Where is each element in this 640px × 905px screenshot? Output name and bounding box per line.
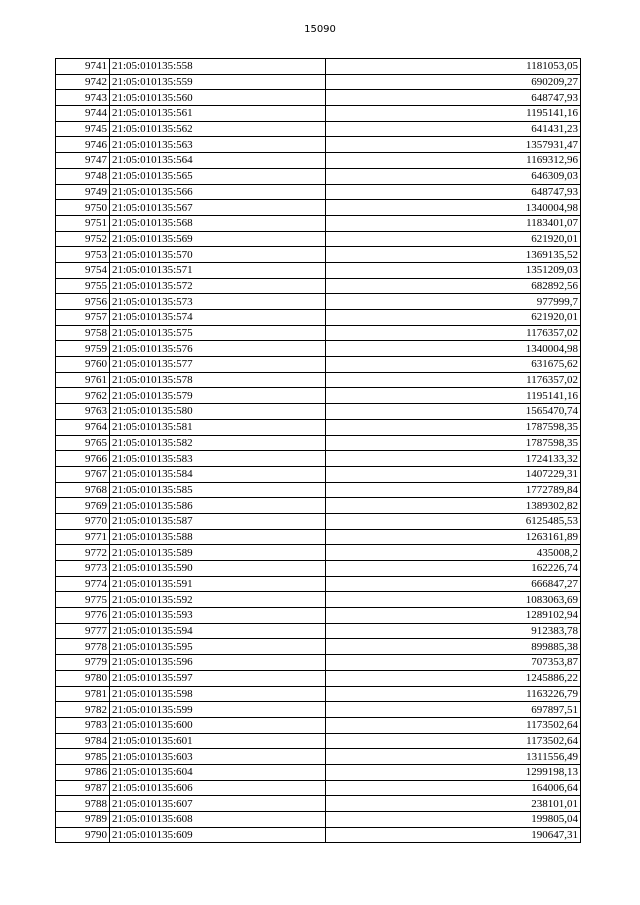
table-row <box>56 592 581 608</box>
table-row <box>56 561 581 577</box>
table-row <box>56 388 581 404</box>
table-body <box>56 59 581 843</box>
value-cell: 697897,51 <box>326 702 581 718</box>
value-cell: 646309,03 <box>326 168 581 184</box>
row-number-cell: 9790 <box>56 827 110 843</box>
value-cell: 1181053,05 <box>326 59 581 75</box>
row-number-cell: 9775 <box>56 592 110 608</box>
cadastral-number-cell: 21:05:010135:572 <box>110 278 326 294</box>
row-number-cell: 9752 <box>56 231 110 247</box>
cadastral-number-cell: 21:05:010135:584 <box>110 466 326 482</box>
value-cell: 190647,31 <box>326 827 581 843</box>
cadastral-number-cell: 21:05:010135:574 <box>110 310 326 326</box>
value-cell: 238101,01 <box>326 796 581 812</box>
table-row <box>56 200 581 216</box>
value-cell: 1407229,31 <box>326 466 581 482</box>
table-row <box>56 482 581 498</box>
value-cell: 1351209,03 <box>326 262 581 278</box>
cadastral-number-cell: 21:05:010135:597 <box>110 670 326 686</box>
table-row <box>56 435 581 451</box>
row-number-cell: 9777 <box>56 623 110 639</box>
cadastral-number-cell: 21:05:010135:568 <box>110 215 326 231</box>
table-row <box>56 404 581 420</box>
cadastral-number-cell: 21:05:010135:570 <box>110 247 326 263</box>
row-number-cell: 9778 <box>56 639 110 655</box>
cadastral-number-cell: 21:05:010135:581 <box>110 419 326 435</box>
cadastral-number-cell: 21:05:010135:593 <box>110 608 326 624</box>
cadastral-number-cell: 21:05:010135:559 <box>110 74 326 90</box>
cadastral-number-cell: 21:05:010135:573 <box>110 294 326 310</box>
cadastral-number-cell: 21:05:010135:609 <box>110 827 326 843</box>
value-cell: 977999,7 <box>326 294 581 310</box>
table-row <box>56 357 581 373</box>
cadastral-number-cell: 21:05:010135:579 <box>110 388 326 404</box>
value-cell: 1787598,35 <box>326 435 581 451</box>
row-number-cell: 9743 <box>56 90 110 106</box>
row-number-cell: 9757 <box>56 310 110 326</box>
value-cell: 1724133,32 <box>326 451 581 467</box>
row-number-cell: 9785 <box>56 749 110 765</box>
row-number-cell: 9745 <box>56 121 110 137</box>
value-cell: 1340004,98 <box>326 341 581 357</box>
row-number-cell: 9741 <box>56 59 110 75</box>
table-row <box>56 278 581 294</box>
value-cell: 1176357,02 <box>326 372 581 388</box>
row-number-cell: 9758 <box>56 325 110 341</box>
row-number-cell: 9747 <box>56 153 110 169</box>
table-row <box>56 419 581 435</box>
cadastral-number-cell: 21:05:010135:592 <box>110 592 326 608</box>
row-number-cell: 9788 <box>56 796 110 812</box>
table-row <box>56 466 581 482</box>
row-number-cell: 9762 <box>56 388 110 404</box>
row-number-cell: 9749 <box>56 184 110 200</box>
row-number-cell: 9751 <box>56 215 110 231</box>
cadastral-number-cell: 21:05:010135:599 <box>110 702 326 718</box>
table-row <box>56 247 581 263</box>
cadastral-number-cell: 21:05:010135:562 <box>110 121 326 137</box>
table-row <box>56 796 581 812</box>
row-number-cell: 9772 <box>56 545 110 561</box>
row-number-cell: 9748 <box>56 168 110 184</box>
value-cell: 1263161,89 <box>326 529 581 545</box>
value-cell: 1176357,02 <box>326 325 581 341</box>
table-row <box>56 498 581 514</box>
page-number: 15090 <box>304 24 336 35</box>
cadastral-number-cell: 21:05:010135:560 <box>110 90 326 106</box>
value-cell: 621920,01 <box>326 310 581 326</box>
value-cell: 648747,93 <box>326 90 581 106</box>
cadastral-number-cell: 21:05:010135:567 <box>110 200 326 216</box>
table-row <box>56 812 581 828</box>
row-number-cell: 9786 <box>56 764 110 780</box>
row-number-cell: 9754 <box>56 262 110 278</box>
table-row <box>56 184 581 200</box>
cadastral-number-cell: 21:05:010135:565 <box>110 168 326 184</box>
cadastral-number-cell: 21:05:010135:571 <box>110 262 326 278</box>
cadastral-number-cell: 21:05:010135:601 <box>110 733 326 749</box>
value-cell: 162226,74 <box>326 561 581 577</box>
table-row <box>56 372 581 388</box>
table-row <box>56 717 581 733</box>
cadastral-number-cell: 21:05:010135:604 <box>110 764 326 780</box>
cadastral-number-cell: 21:05:010135:603 <box>110 749 326 765</box>
table-row <box>56 529 581 545</box>
cadastral-number-cell: 21:05:010135:596 <box>110 655 326 671</box>
table-row <box>56 153 581 169</box>
value-cell: 435008,2 <box>326 545 581 561</box>
cadastral-number-cell: 21:05:010135:558 <box>110 59 326 75</box>
value-cell: 1772789,84 <box>326 482 581 498</box>
cadastral-number-cell: 21:05:010135:578 <box>110 372 326 388</box>
table-row <box>56 780 581 796</box>
row-number-cell: 9774 <box>56 576 110 592</box>
row-number-cell: 9763 <box>56 404 110 420</box>
row-number-cell: 9783 <box>56 717 110 733</box>
value-cell: 1173502,64 <box>326 733 581 749</box>
row-number-cell: 9789 <box>56 812 110 828</box>
cadastral-number-cell: 21:05:010135:588 <box>110 529 326 545</box>
cadastral-number-cell: 21:05:010135:580 <box>110 404 326 420</box>
value-cell: 641431,23 <box>326 121 581 137</box>
value-cell: 199805,04 <box>326 812 581 828</box>
value-cell: 1169312,96 <box>326 153 581 169</box>
cadastral-number-cell: 21:05:010135:563 <box>110 137 326 153</box>
cadastral-number-cell: 21:05:010135:600 <box>110 717 326 733</box>
table-row <box>56 231 581 247</box>
value-cell: 631675,62 <box>326 357 581 373</box>
table-row <box>56 733 581 749</box>
row-number-cell: 9787 <box>56 780 110 796</box>
table-row <box>56 310 581 326</box>
table-row <box>56 341 581 357</box>
row-number-cell: 9765 <box>56 435 110 451</box>
row-number-cell: 9764 <box>56 419 110 435</box>
cadastral-number-cell: 21:05:010135:566 <box>110 184 326 200</box>
table-row <box>56 608 581 624</box>
row-number-cell: 9761 <box>56 372 110 388</box>
table-row <box>56 168 581 184</box>
table-row <box>56 294 581 310</box>
table-row <box>56 749 581 765</box>
row-number-cell: 9753 <box>56 247 110 263</box>
cadastral-number-cell: 21:05:010135:577 <box>110 357 326 373</box>
row-number-cell: 9760 <box>56 357 110 373</box>
value-cell: 648747,93 <box>326 184 581 200</box>
row-number-cell: 9756 <box>56 294 110 310</box>
row-number-cell: 9780 <box>56 670 110 686</box>
value-cell: 1311556,49 <box>326 749 581 765</box>
value-cell: 1787598,35 <box>326 419 581 435</box>
row-number-cell: 9750 <box>56 200 110 216</box>
value-cell: 707353,87 <box>326 655 581 671</box>
row-number-cell: 9744 <box>56 106 110 122</box>
value-cell: 1299198,13 <box>326 764 581 780</box>
table-row <box>56 325 581 341</box>
row-number-cell: 9771 <box>56 529 110 545</box>
cadastral-number-cell: 21:05:010135:594 <box>110 623 326 639</box>
value-cell: 899885,38 <box>326 639 581 655</box>
row-number-cell: 9746 <box>56 137 110 153</box>
value-cell: 1183401,07 <box>326 215 581 231</box>
row-number-cell: 9742 <box>56 74 110 90</box>
cadastral-number-cell: 21:05:010135:582 <box>110 435 326 451</box>
table-row <box>56 764 581 780</box>
row-number-cell: 9782 <box>56 702 110 718</box>
cadastral-number-cell: 21:05:010135:585 <box>110 482 326 498</box>
table-row <box>56 686 581 702</box>
table-row <box>56 451 581 467</box>
cadastral-number-cell: 21:05:010135:569 <box>110 231 326 247</box>
cadastral-number-cell: 21:05:010135:564 <box>110 153 326 169</box>
row-number-cell: 9776 <box>56 608 110 624</box>
data-table <box>55 58 581 843</box>
table-row <box>56 215 581 231</box>
value-cell: 690209,27 <box>326 74 581 90</box>
value-cell: 1389302,82 <box>326 498 581 514</box>
table-row <box>56 576 581 592</box>
cadastral-number-cell: 21:05:010135:589 <box>110 545 326 561</box>
cadastral-number-cell: 21:05:010135:608 <box>110 812 326 828</box>
row-number-cell: 9770 <box>56 513 110 529</box>
table-row <box>56 90 581 106</box>
table-row <box>56 545 581 561</box>
row-number-cell: 9769 <box>56 498 110 514</box>
row-number-cell: 9766 <box>56 451 110 467</box>
row-number-cell: 9755 <box>56 278 110 294</box>
cadastral-number-cell: 21:05:010135:586 <box>110 498 326 514</box>
cadastral-number-cell: 21:05:010135:561 <box>110 106 326 122</box>
row-number-cell: 9784 <box>56 733 110 749</box>
cadastral-number-cell: 21:05:010135:575 <box>110 325 326 341</box>
table-row <box>56 262 581 278</box>
table-row <box>56 106 581 122</box>
table-row <box>56 59 581 75</box>
table-row <box>56 670 581 686</box>
value-cell: 1195141,16 <box>326 388 581 404</box>
row-number-cell: 9781 <box>56 686 110 702</box>
value-cell: 621920,01 <box>326 231 581 247</box>
table-row <box>56 827 581 843</box>
value-cell: 1357931,47 <box>326 137 581 153</box>
cadastral-number-cell: 21:05:010135:583 <box>110 451 326 467</box>
row-number-cell: 9773 <box>56 561 110 577</box>
table-row <box>56 121 581 137</box>
cadastral-number-cell: 21:05:010135:598 <box>110 686 326 702</box>
value-cell: 666847,27 <box>326 576 581 592</box>
value-cell: 1245886,22 <box>326 670 581 686</box>
value-cell: 1163226,79 <box>326 686 581 702</box>
value-cell: 1173502,64 <box>326 717 581 733</box>
table-row <box>56 639 581 655</box>
table-row <box>56 137 581 153</box>
value-cell: 164006,64 <box>326 780 581 796</box>
row-number-cell: 9768 <box>56 482 110 498</box>
cadastral-number-cell: 21:05:010135:606 <box>110 780 326 796</box>
value-cell: 1289102,94 <box>326 608 581 624</box>
value-cell: 912383,78 <box>326 623 581 639</box>
row-number-cell: 9779 <box>56 655 110 671</box>
value-cell: 1083063,69 <box>326 592 581 608</box>
table-row <box>56 74 581 90</box>
row-number-cell: 9759 <box>56 341 110 357</box>
table-row <box>56 623 581 639</box>
table-row <box>56 655 581 671</box>
table-row <box>56 702 581 718</box>
row-number-cell: 9767 <box>56 466 110 482</box>
value-cell: 1369135,52 <box>326 247 581 263</box>
value-cell: 1565470,74 <box>326 404 581 420</box>
cadastral-number-cell: 21:05:010135:576 <box>110 341 326 357</box>
cadastral-number-cell: 21:05:010135:607 <box>110 796 326 812</box>
table-row <box>56 513 581 529</box>
value-cell: 682892,56 <box>326 278 581 294</box>
value-cell: 1195141,16 <box>326 106 581 122</box>
cadastral-number-cell: 21:05:010135:591 <box>110 576 326 592</box>
value-cell: 1340004,98 <box>326 200 581 216</box>
cadastral-number-cell: 21:05:010135:587 <box>110 513 326 529</box>
cadastral-number-cell: 21:05:010135:590 <box>110 561 326 577</box>
value-cell: 6125485,53 <box>326 513 581 529</box>
cadastral-number-cell: 21:05:010135:595 <box>110 639 326 655</box>
